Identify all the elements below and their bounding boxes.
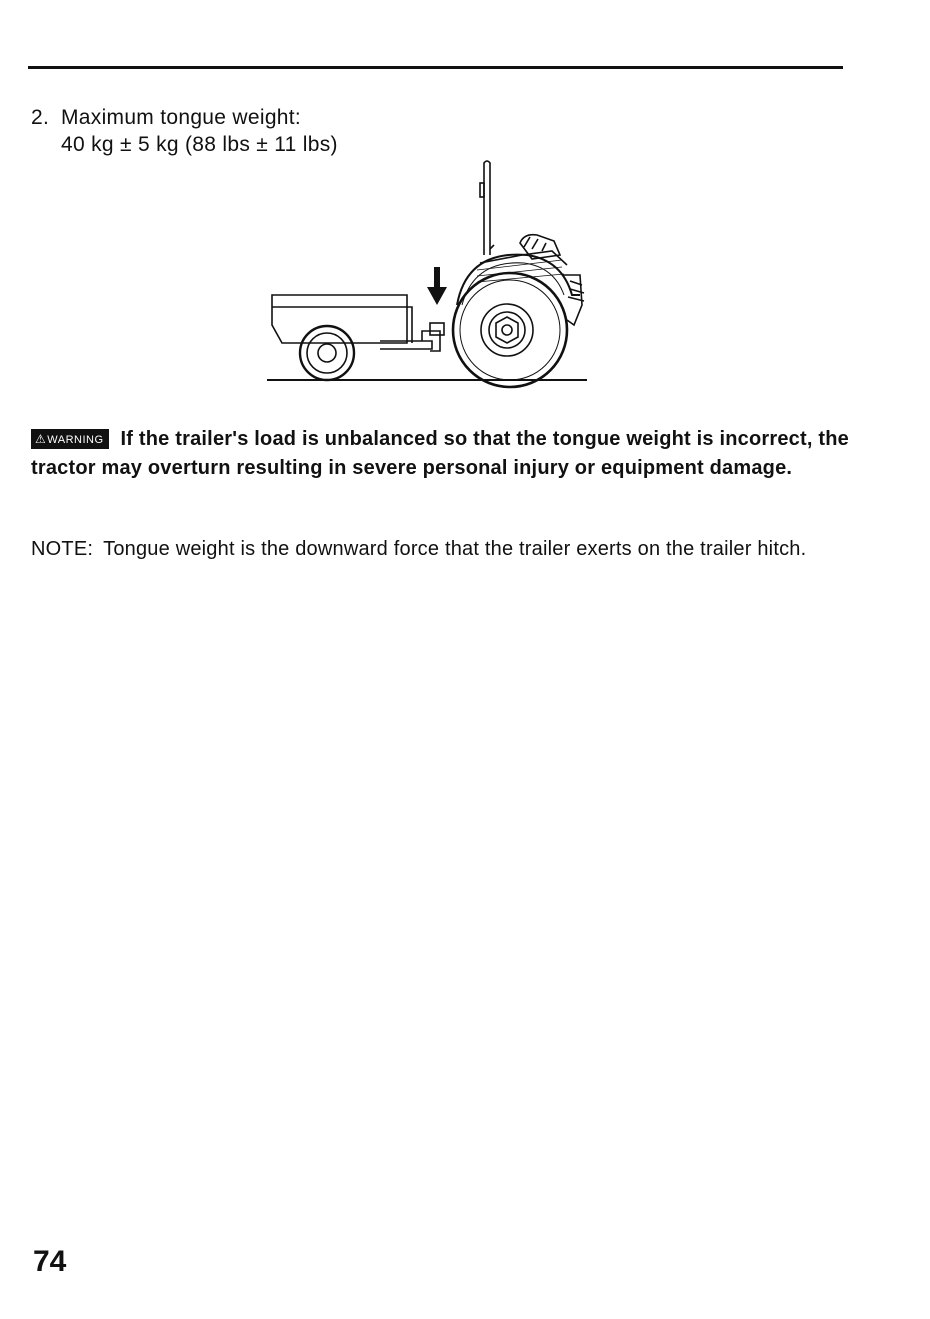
trailer-wheel — [300, 326, 354, 380]
item-spec: 40 kg ± 5 kg (88 lbs ± 11 lbs) — [61, 133, 338, 156]
tractor-rear-wheel — [453, 273, 567, 387]
note-text: Tongue weight is the downward force that the trailer exerts on the trailer hitch. — [103, 538, 807, 560]
rollover-bar — [480, 161, 494, 255]
item-title: Maximum tongue weight: — [61, 106, 302, 129]
warning-text: If the trailer's load is unbalanced so that the tongue weight is incorrect, the tractor may overturn resulting in severe personal injury or equipment damage. — [31, 428, 849, 479]
header-rule — [28, 66, 843, 69]
down-arrow-icon — [427, 267, 447, 305]
page-number: 74 — [33, 1245, 67, 1278]
warning-triangle-icon: ⚠ — [35, 432, 47, 446]
trailer-body — [272, 295, 407, 343]
warning-badge — [31, 429, 109, 449]
spec-item — [31, 104, 338, 158]
note-block — [31, 534, 856, 564]
note-label: NOTE: — [31, 538, 94, 560]
item-number: 2. — [31, 106, 50, 129]
warning-block — [31, 425, 856, 483]
warning-badge-label: WARNING — [47, 434, 104, 446]
tractor-trailer-illustration — [262, 155, 592, 390]
tractor-fender — [457, 255, 580, 305]
